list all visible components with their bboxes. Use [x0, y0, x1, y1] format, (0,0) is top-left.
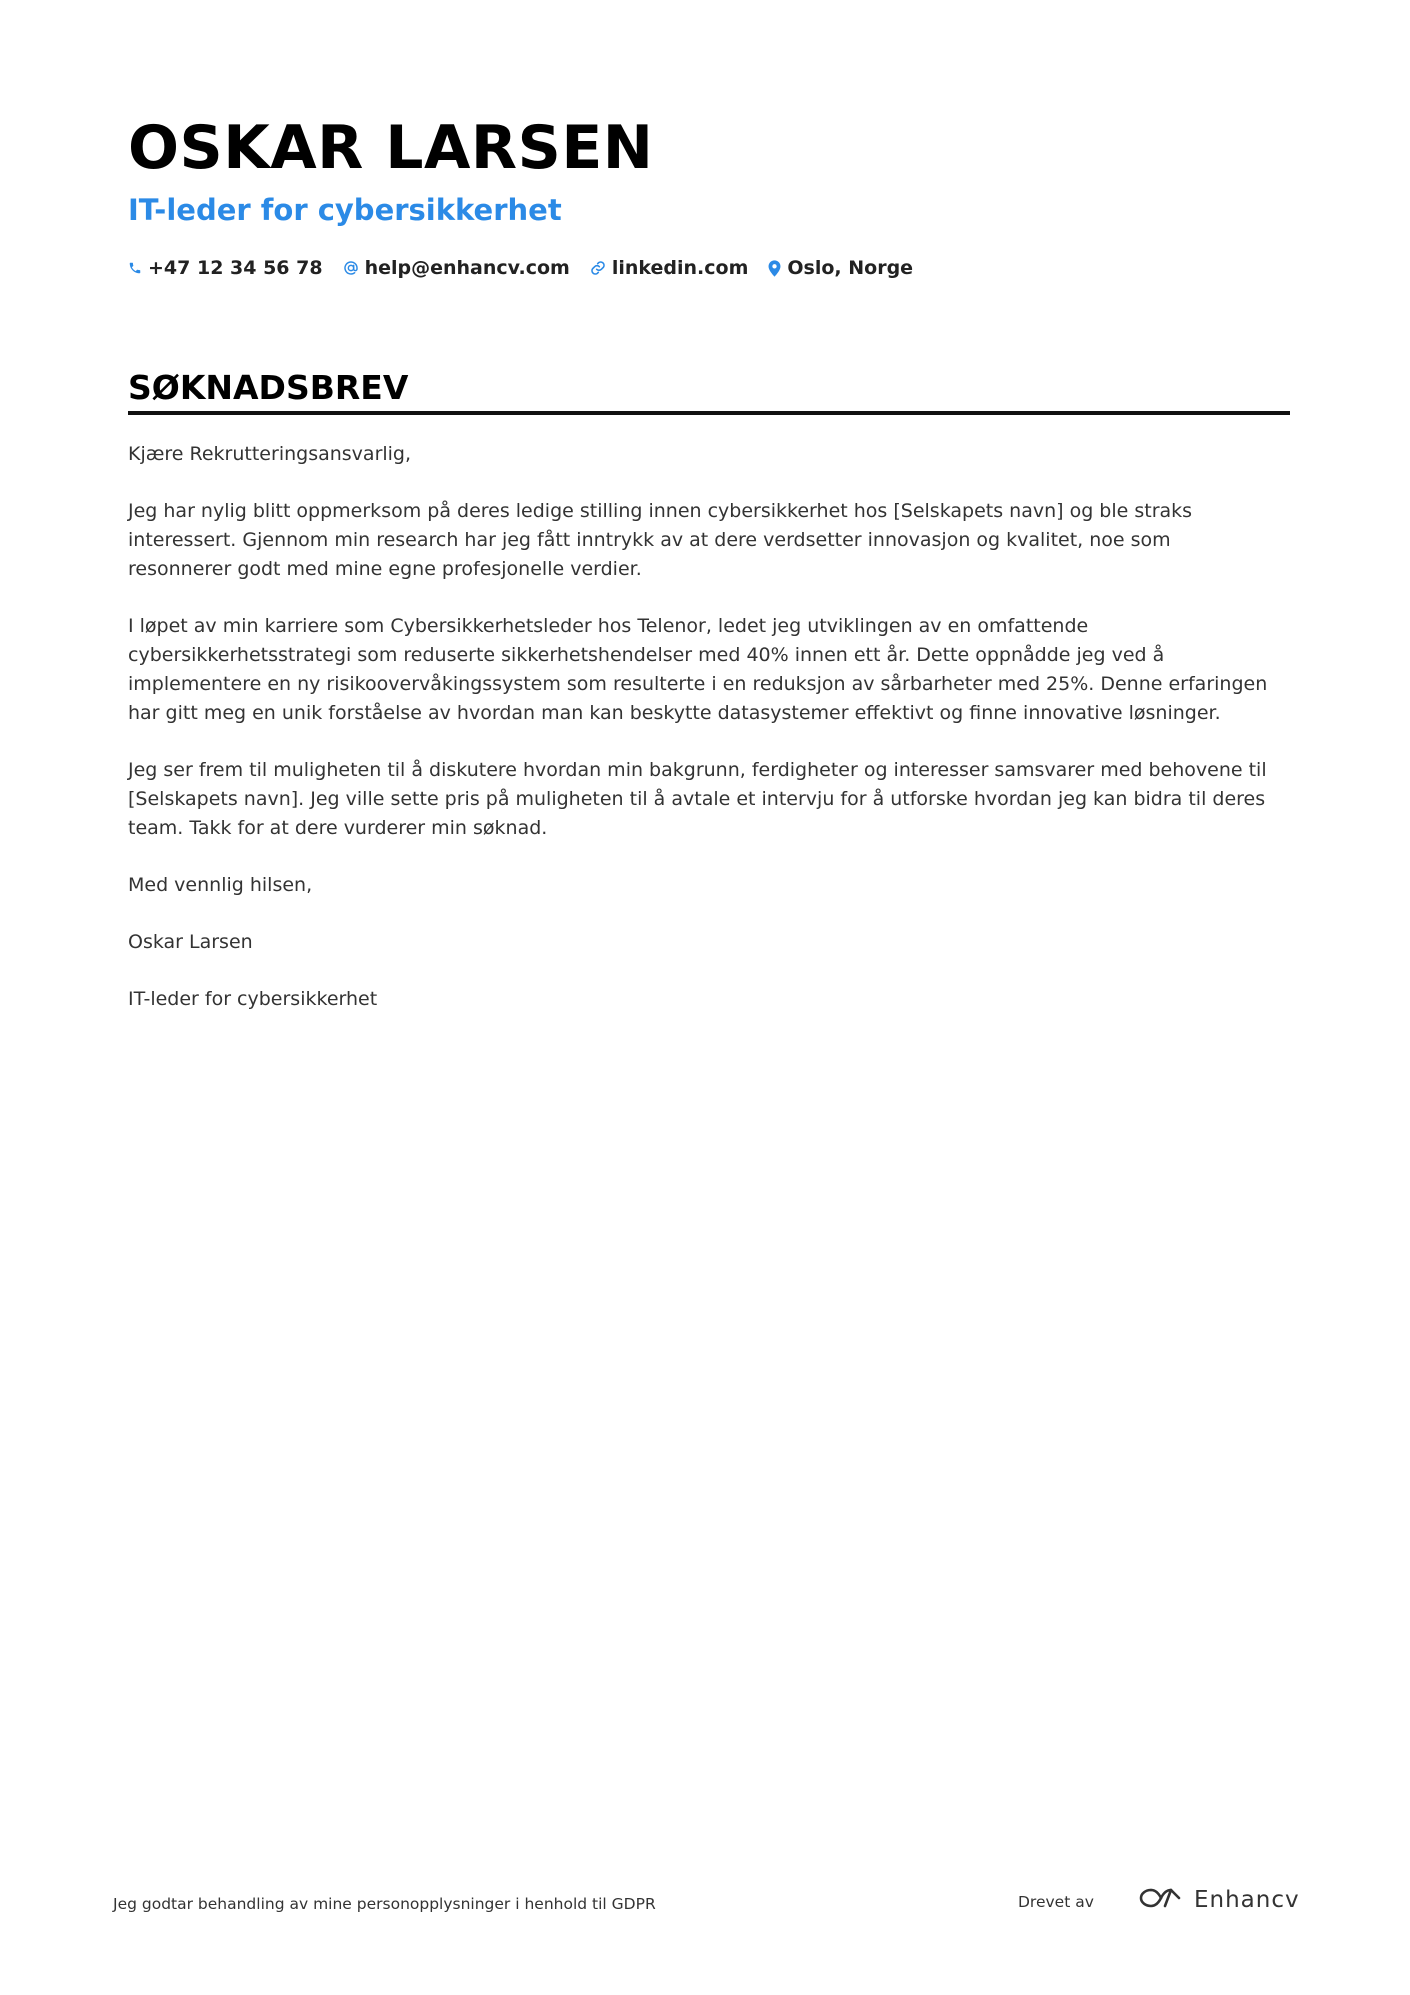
location-pin-icon	[768, 260, 781, 277]
signature-name: Oskar Larsen	[128, 931, 253, 953]
contact-location	[768, 257, 913, 279]
enhancv-logo[interactable]	[1138, 1886, 1300, 1914]
powered-by-label: Drevet av	[1018, 1893, 1094, 1911]
contact-phone-text: +47 12 34 56 78	[148, 257, 323, 279]
letter-body	[128, 440, 1278, 1042]
letter-paragraph-3: Jeg ser frem til muligheten til å diskutere hvordan min bakgrunn, ferdigheter og interesser samsvarer med behovene til [Selskapets navn]. Jeg ville sette pris på muligheten til å avtale et intervju for å utforske hvordan jeg kan bidra til deres team. Takk for at dere vurderer min søknad.	[128, 759, 1267, 839]
signature-title: IT-leder for cybersikkerhet	[128, 988, 378, 1010]
phone-icon	[128, 260, 142, 276]
letter-paragraph-1: Jeg har nylig blitt oppmerksom på deres ledige stilling innen cybersikkerhet hos [Selskapets navn] og ble straks interessert. Gjennom min research har jeg fått inntrykk av at dere verdsetter innovasjon og kvalitet, noe som resonnerer godt med mine egne profesjonelle verdier.	[128, 500, 1193, 580]
letter-paragraph-2: I løpet av min karriere som Cybersikkerhetsleder hos Telenor, ledet jeg utviklingen av en omfattende cybersikkerhetsstrategi som reduserte sikkerhetshendelser med 40% innen ett år. Dette oppnådde jeg ved å implementere en ny risikoovervåkingssystem som resulterte i en reduksjon av sårbarheter med 25%. Denne erfaringen har gitt meg en unik forståelse av hvordan man kan beskytte datasystemer effektivt og finne innovative løsninger.	[128, 615, 1268, 724]
candidate-title: IT-leder for cybersikkerhet	[128, 193, 562, 227]
contact-linkedin	[590, 257, 749, 279]
letter-closing: Med vennlig hilsen,	[128, 874, 313, 896]
letter-salutation: Kjære Rekrutteringsansvarlig,	[128, 443, 412, 465]
contact-email-text: help@enhancv.com	[364, 257, 570, 279]
contact-location-text: Oslo, Norge	[787, 257, 914, 279]
gdpr-consent-text: Jeg godtar behandling av mine personopplysninger i henhold til GDPR	[113, 1895, 656, 1913]
link-icon	[590, 260, 606, 276]
contact-bar	[128, 253, 933, 283]
at-icon	[343, 260, 359, 276]
contact-email	[343, 257, 570, 279]
section-title: SØKNADSBREV	[128, 368, 409, 407]
enhancv-logo-text: Enhancv	[1194, 1887, 1300, 1913]
candidate-name: OSKAR LARSEN	[128, 113, 654, 183]
contact-phone	[128, 257, 323, 279]
contact-linkedin-text: linkedin.com	[611, 257, 749, 279]
section-divider	[128, 411, 1290, 415]
enhancv-logo-icon	[1138, 1886, 1184, 1914]
